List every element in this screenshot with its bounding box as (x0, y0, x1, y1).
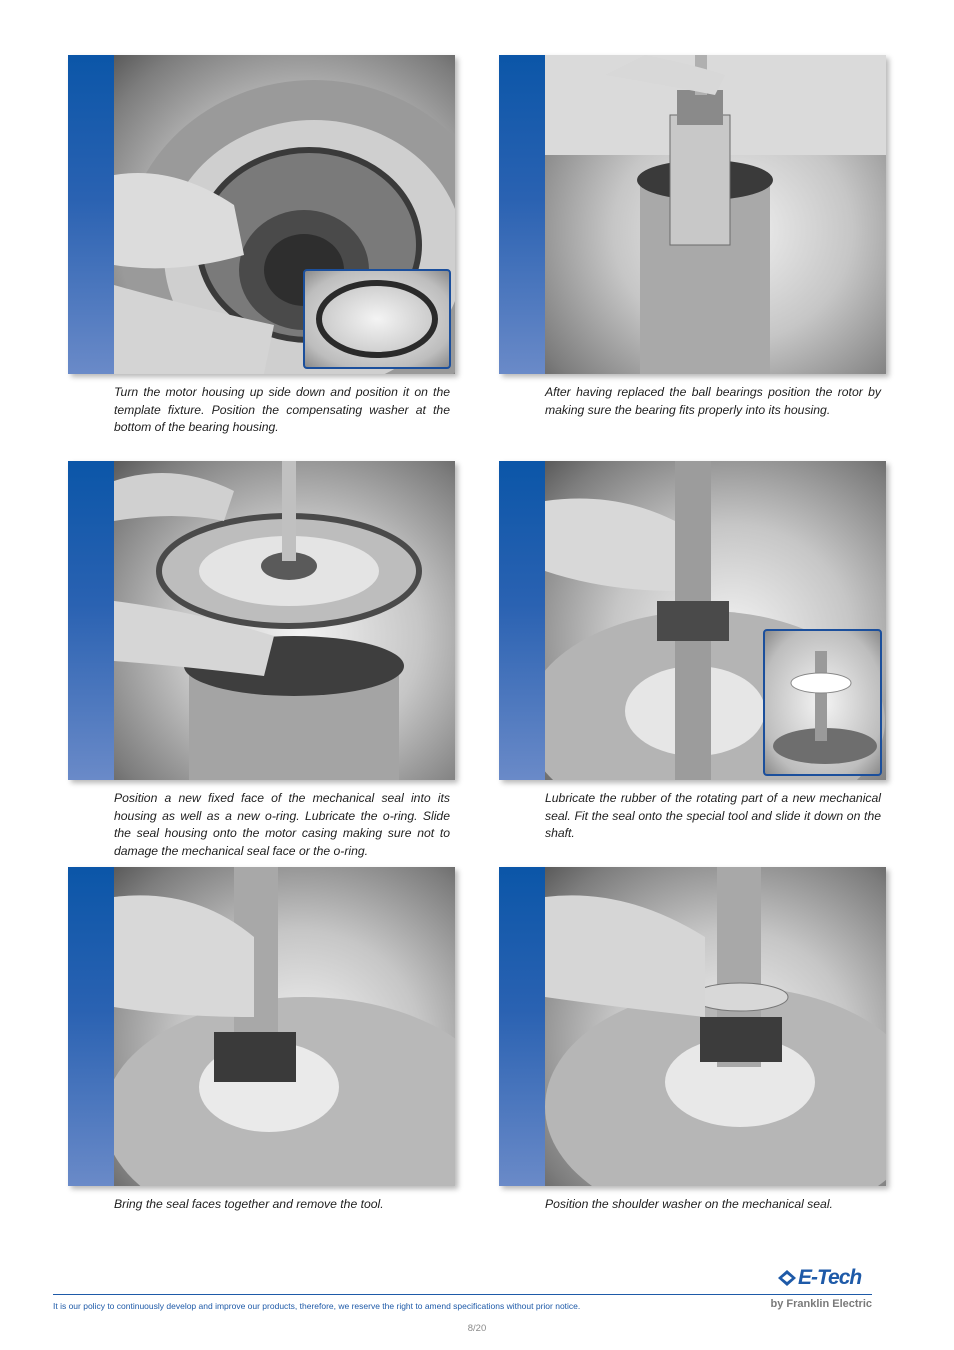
step-3-caption: Position a new fixed face of the mechanical seal into its housing as well as a new o-ring. Lubricate the o-ring. Slide the seal housing onto the motor casing making sure not to damage the mechanical seal face or the o-ring. (114, 791, 450, 858)
photo-side-band (499, 867, 545, 1186)
step-5-photo (68, 867, 455, 1186)
step-1 (68, 55, 455, 437)
step-1-caption: Turn the motor housing up side down and position it on the template fixture. Position the compensating washer at the bottom of the bearing housing. (114, 385, 450, 434)
step-6 (499, 867, 886, 1214)
policy-notice: It is our policy to continuously develop and improve our products, therefore, we reserve the right to amend specifications without prior notice. (53, 1301, 581, 1311)
page-number: 8/20 (467, 1323, 487, 1334)
step-6-caption: Position the shoulder washer on the mechanical seal. (545, 1197, 833, 1211)
step-1-photo (68, 55, 455, 374)
step-5-caption: Bring the seal faces together and remove the tool. (114, 1197, 384, 1211)
rotor-photo (545, 55, 886, 374)
franklin-logo-icon (776, 1269, 798, 1287)
etech-logo (760, 1266, 872, 1292)
seal-tool-inset (763, 629, 882, 776)
photo-side-band (499, 461, 545, 780)
step-2-caption: After having replaced the ball bearings position the rotor by making sure the bearing fits properly into its housing. (545, 385, 881, 417)
washer-inset (303, 269, 451, 369)
step-4-caption: Lubricate the rubber of the rotating part of a new mechanical seal. Fit the seal onto the special tool and slide it down on the shaft. (545, 791, 881, 840)
photo-side-band (499, 55, 545, 374)
footer-divider (53, 1294, 872, 1295)
brand-name: E-Tech (798, 1266, 862, 1289)
step-6-photo (499, 867, 886, 1186)
brand-tagline: by Franklin Electric (770, 1298, 872, 1310)
step-3 (68, 461, 455, 860)
shoulder-washer-photo (545, 867, 886, 1186)
step-5 (68, 867, 455, 1214)
step-4 (499, 461, 886, 843)
step-3-photo (68, 461, 455, 780)
seal-housing-photo (114, 461, 455, 780)
step-4-photo (499, 461, 886, 780)
photo-side-band (68, 55, 114, 374)
photo-side-band (68, 867, 114, 1186)
step-2 (499, 55, 886, 419)
step-2-photo (499, 55, 886, 374)
photo-side-band (68, 461, 114, 780)
seal-faces-photo (114, 867, 455, 1186)
